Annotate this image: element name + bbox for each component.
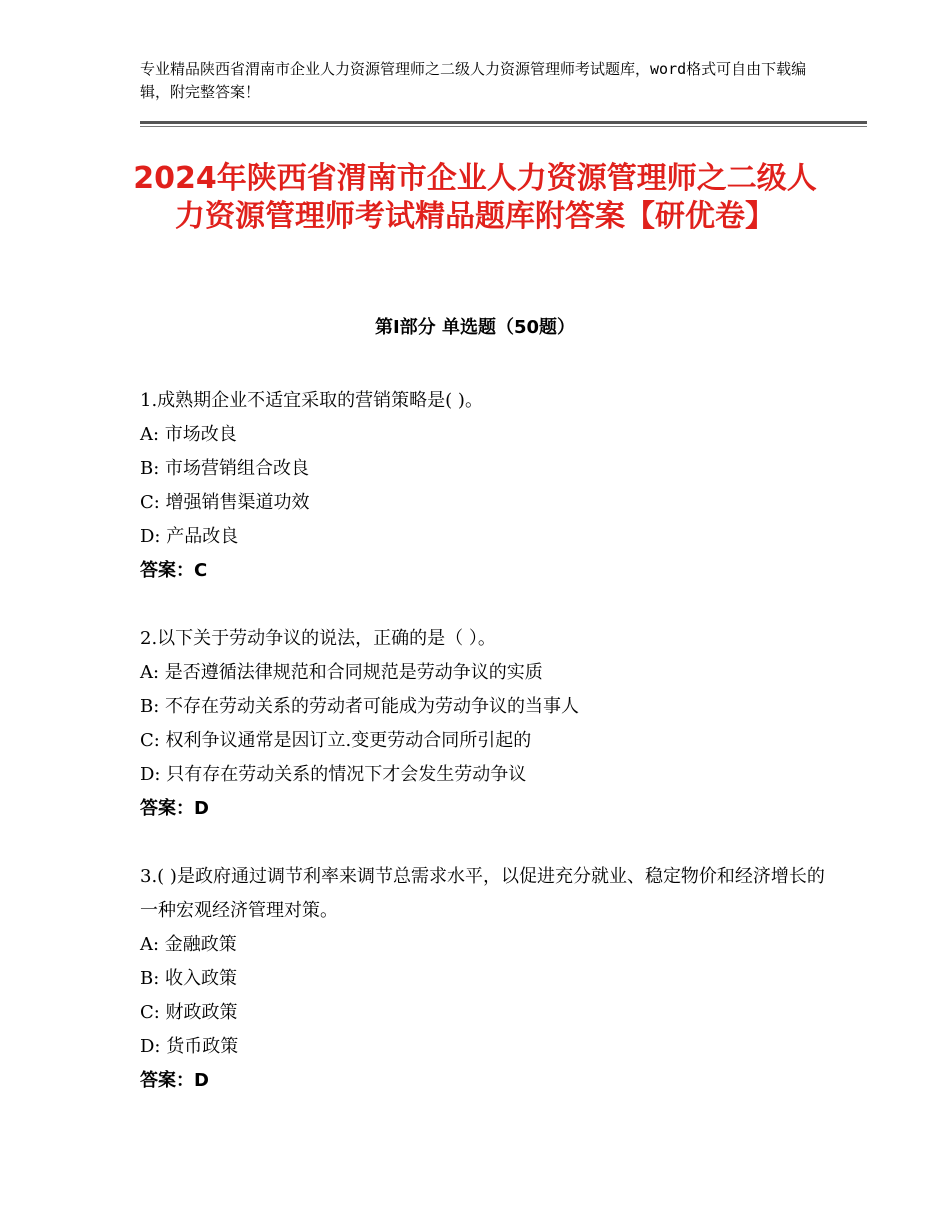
question-1 <box>140 384 830 588</box>
question-stem: 3.( )是政府通过调节利率来调节总需求水平，以促进充分就业、稳定物价和经济增长的一种宏观经济管理对策。 <box>140 866 825 921</box>
option-d: D: 货币政策 <box>140 1036 239 1057</box>
section-heading: 第Ⅰ部分 单选题（50题） <box>374 317 575 338</box>
option-a: A: 金融政策 <box>140 934 237 955</box>
option-b: B: 收入政策 <box>140 968 238 989</box>
question-list <box>140 384 830 1132</box>
option-b: B: 不存在劳动关系的劳动者可能成为劳动争议的当事人 <box>140 696 580 717</box>
header-divider-thin <box>140 126 867 127</box>
header-note: 专业精品陕西省渭南市企业人力资源管理师之二级人力资源管理师考试题库，word格式可自由下载编辑，附完整答案！ <box>140 60 807 101</box>
document-title: 2024年陕西省渭南市企业人力资源管理师之二级人力资源管理师考试精品题库附答案【研优卷】 <box>133 161 817 234</box>
answer: 答案：D <box>140 1070 209 1091</box>
answer: 答案：C <box>140 560 208 581</box>
header-divider-thick <box>140 121 867 124</box>
option-a: A: 市场改良 <box>140 424 237 445</box>
option-c: C: 财政政策 <box>140 1002 238 1023</box>
question-2 <box>140 622 830 826</box>
option-c: C: 增强销售渠道功效 <box>140 492 310 513</box>
option-a: A: 是否遵循法律规范和合同规范是劳动争议的实质 <box>140 662 543 683</box>
option-c: C: 权利争议通常是因订立.变更劳动合同所引起的 <box>140 730 532 751</box>
answer: 答案：D <box>140 798 209 819</box>
question-3 <box>140 860 830 1098</box>
option-d: D: 只有存在劳动关系的情况下才会发生劳动争议 <box>140 764 527 785</box>
option-b: B: 市场营销组合改良 <box>140 458 310 479</box>
question-stem: 1.成熟期企业不适宜采取的营销策略是( )。 <box>140 390 483 411</box>
question-stem: 2.以下关于劳动争议的说法，正确的是（ ）。 <box>140 628 496 649</box>
option-d: D: 产品改良 <box>140 526 239 547</box>
